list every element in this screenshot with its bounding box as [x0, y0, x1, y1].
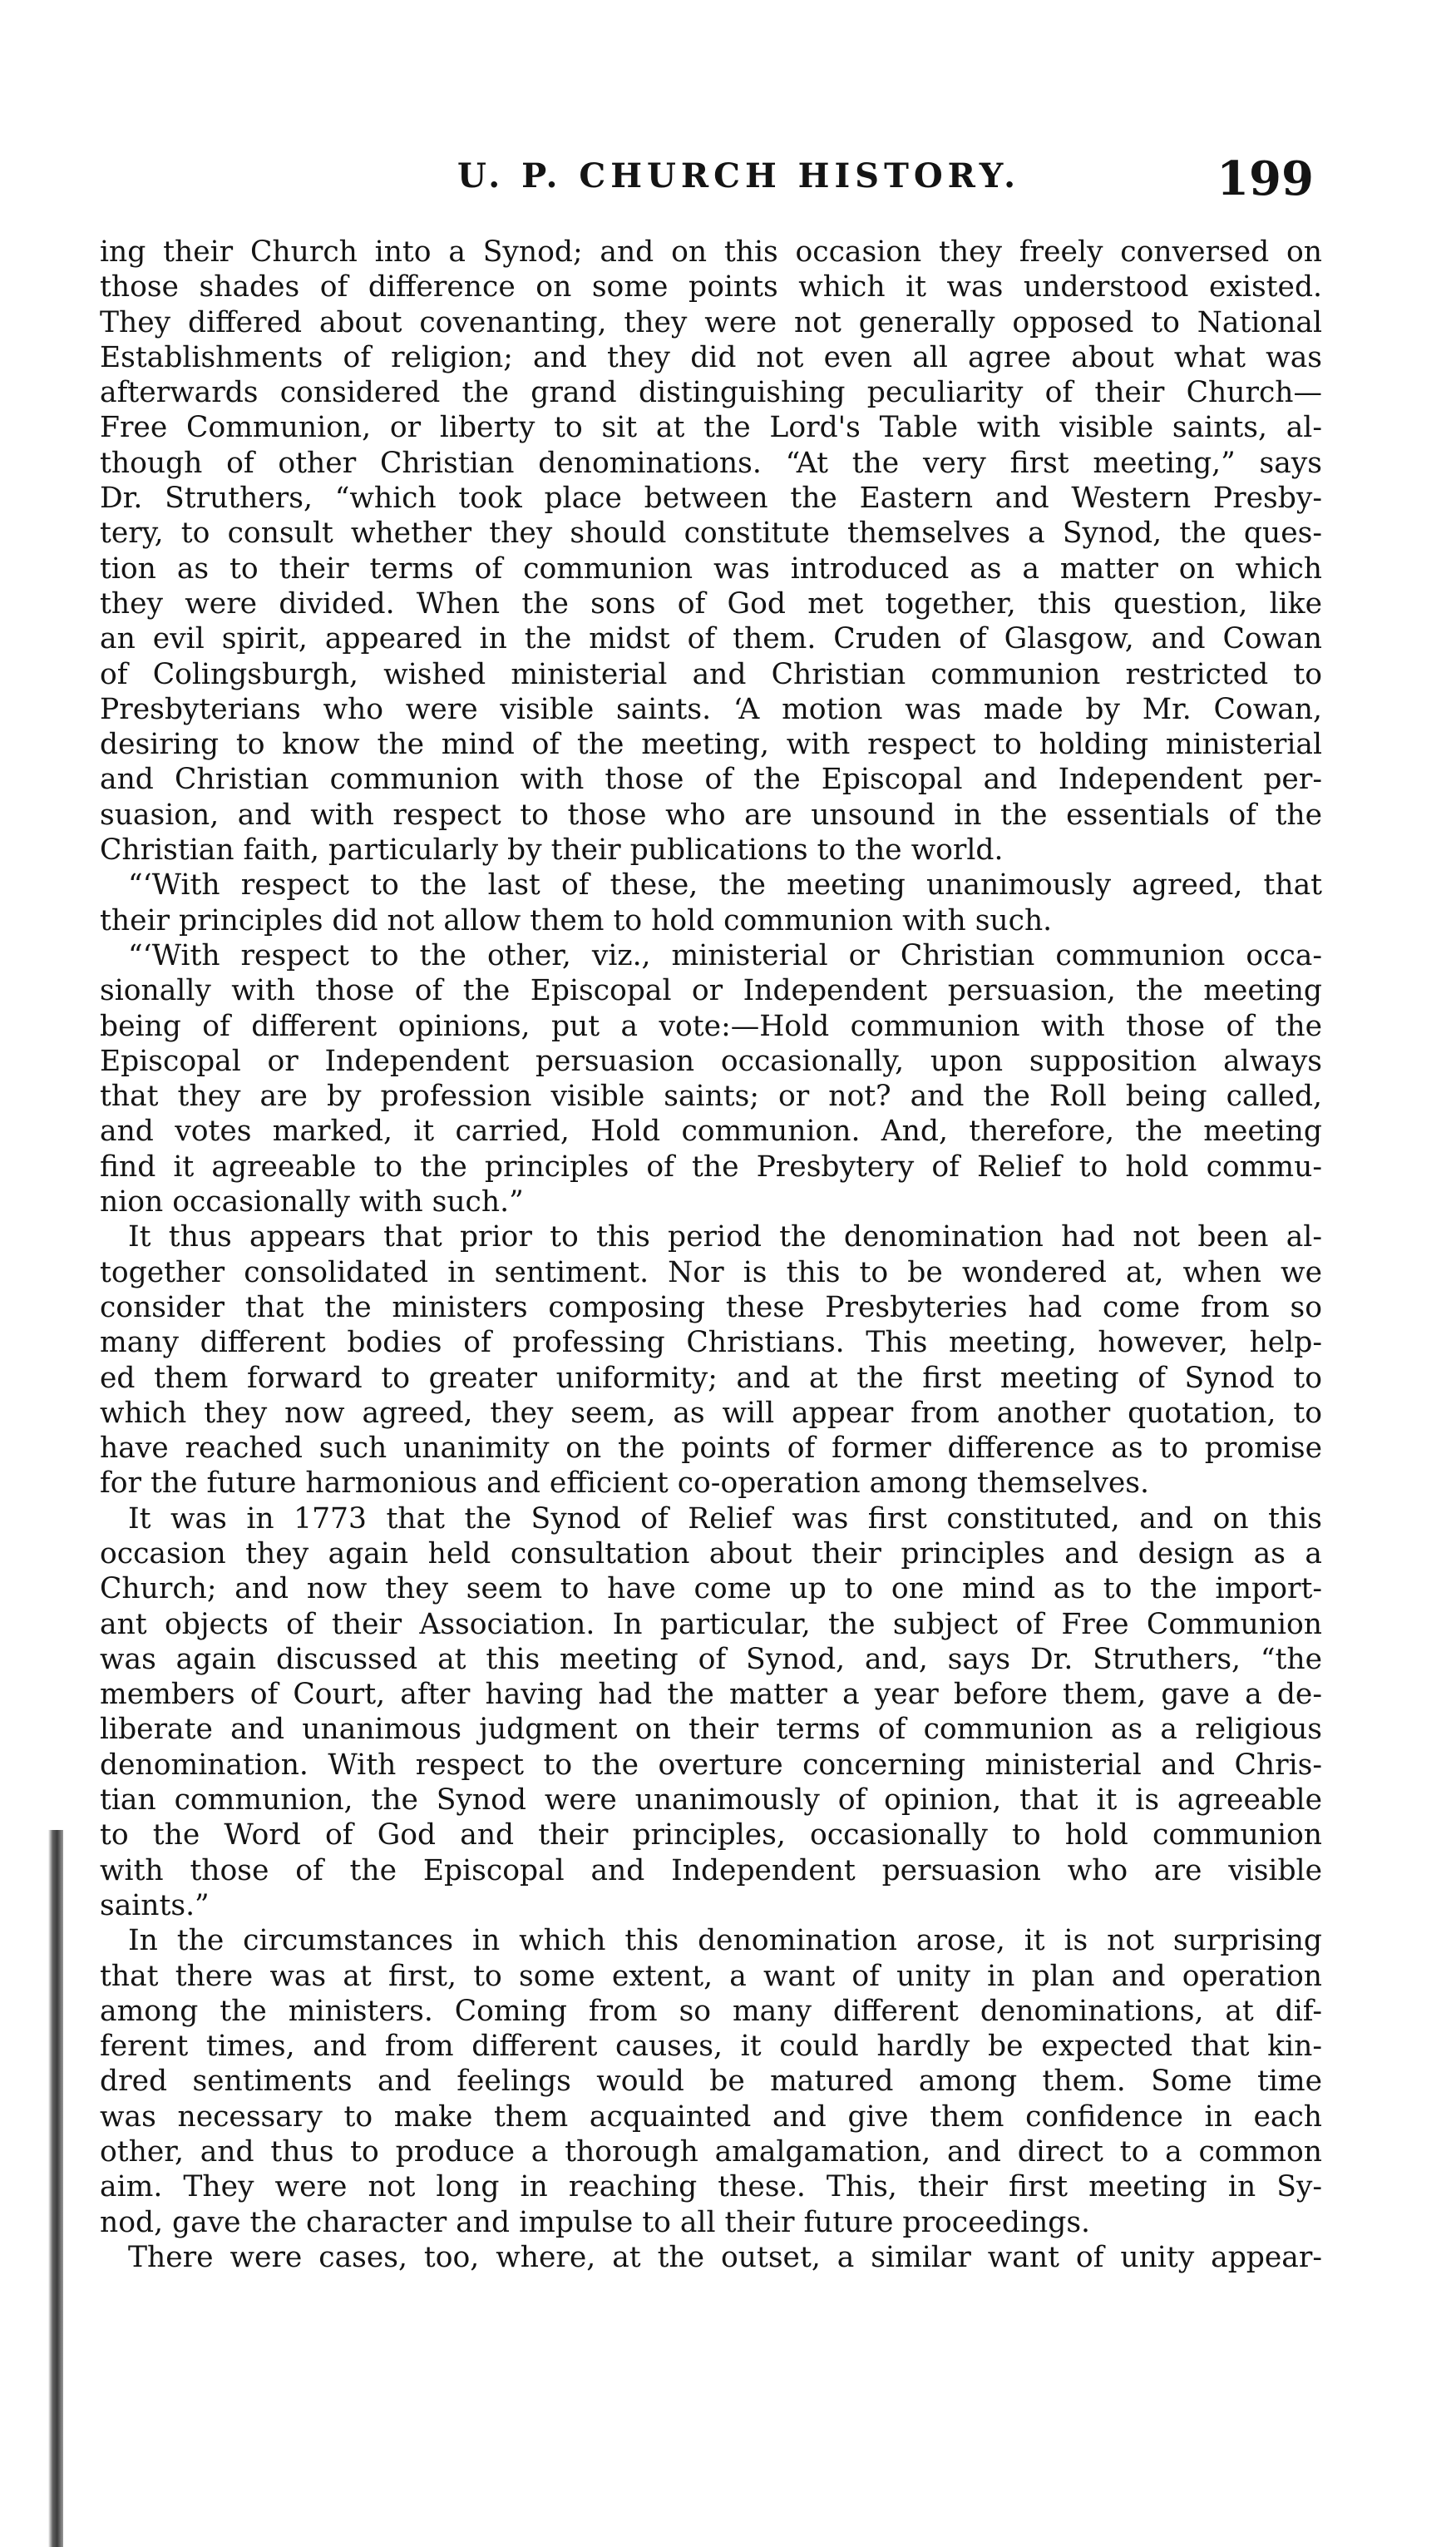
binding-shadow	[48, 1830, 63, 2547]
text-line: occasion they again held consultation about their principles and design as a	[100, 1536, 1322, 1570]
text-line: ing their Church into a Synod; and on this occasion they freely conversed on	[100, 235, 1322, 269]
text-line: Episcopal or Independent persuasion occasionally, upon supposition always	[100, 1044, 1322, 1078]
text-line: tian communion, the Synod were unanimously of opinion, that it is agreeable	[100, 1783, 1322, 1818]
text-line: of Colingsburgh, wished ministerial and Christian communion restricted to	[100, 657, 1322, 691]
text-line: and votes marked, it carried, Hold communion. And, therefore, the meeting	[100, 1115, 1322, 1149]
text-line: among the ministers. Coming from so many different denominations, at dif-	[100, 1994, 1322, 2028]
text-line: It was in 1773 that the Synod of Relief was first constituted, and on this	[128, 1501, 1322, 1536]
text-line: they were divided. When the sons of God met together, this question, like	[100, 586, 1322, 621]
text-line: an evil spirit, appeared in the midst of them. Cruden of Glasgow, and Cowan	[100, 622, 1322, 656]
text-line: “‘With respect to the other, viz., ministerial or Christian communion occa-	[128, 938, 1322, 972]
text-line: which they now agreed, they seem, as will appear from another quotation, to	[100, 1396, 1322, 1430]
text-line: to the Word of God and their principles, occasionally to hold communion	[100, 1818, 1322, 1852]
text-line: that there was at first, to some extent, a want of unity in plan and operation	[100, 1959, 1322, 1993]
text-line: nod, gave the character and impulse to all their future proceedings.	[100, 2205, 1090, 2239]
text-line: Church; and now they seem to have come up to one mind as to the import-	[100, 1572, 1322, 1606]
text-line: together consolidated in sentiment. Nor is this to be wondered at, when we	[100, 1255, 1322, 1289]
text-line: that they are by profession visible saints; or not? and the Roll being called,	[100, 1080, 1322, 1114]
text-line: liberate and unanimous judgment on their terms of communion as a religious	[100, 1713, 1322, 1747]
page-number: 199	[1217, 151, 1314, 206]
text-line: Establishments of religion; and they did not even all agree about what was	[100, 340, 1322, 374]
text-line: those shades of difference on some points which it was understood existed.	[100, 270, 1322, 304]
text-line: for the future harmonious and efficient co-operation among themselves.	[100, 1466, 1149, 1501]
text-line: other, and thus to produce a thorough amalgamation, and direct to a common	[100, 2135, 1322, 2169]
body-text	[100, 235, 1322, 2275]
text-line: tery, to consult whether they should constitute themselves a Synod, the ques-	[100, 517, 1322, 551]
text-line: ferent times, and from different causes, it could hardly be expected that kin-	[100, 2030, 1322, 2064]
text-line: sionally with those of the Episcopal or Independent persuasion, the meeting	[100, 974, 1322, 1008]
text-line: aim. They were not long in reaching these. This, their first meeting in Sy-	[100, 2170, 1322, 2204]
text-line: ed them forward to greater uniformity; and at the first meeting of Synod to	[100, 1361, 1322, 1395]
text-line: Christian faith, particularly by their publications to the world.	[100, 833, 1004, 868]
text-line: Dr. Struthers, “which took place between the Eastern and Western Presby-	[100, 482, 1322, 516]
text-line: afterwards considered the grand distinguishing peculiarity of their Church—	[100, 376, 1322, 410]
text-line: It thus appears that prior to this period the denomination had not been al-	[128, 1220, 1322, 1254]
text-line: their principles did not allow them to hold communion with such.	[100, 903, 1053, 937]
text-line: denomination. With respect to the overture concerning ministerial and Chris-	[100, 1748, 1322, 1782]
text-line: “‘With respect to the last of these, the meeting unanimously agreed, that	[128, 868, 1322, 903]
text-line: There were cases, too, where, at the outset, a similar want of unity appear-	[128, 2240, 1322, 2274]
text-line: members of Court, after having had the matter a year before them, gave a de-	[100, 1678, 1322, 1712]
text-line: many different bodies of professing Christians. This meeting, however, help-	[100, 1326, 1322, 1360]
text-line: They differed about covenanting, they were not generally opposed to National	[100, 305, 1322, 339]
text-line: suasion, and with respect to those who are unsound in the essentials of the	[100, 798, 1322, 832]
running-head: U. P. CHURCH HISTORY.	[457, 156, 1021, 195]
text-line: being of different opinions, put a vote:—Hold communion with those of the	[100, 1009, 1322, 1043]
text-line: ant objects of their Association. In particular, the subject of Free Communion	[100, 1607, 1322, 1641]
text-line: was again discussed at this meeting of Synod, and, says Dr. Struthers, “the	[100, 1642, 1322, 1676]
text-line: though of other Christian denominations. “At the very first meeting,” says	[100, 446, 1322, 480]
text-line: In the circumstances in which this denomination arose, it is not surprising	[128, 1924, 1322, 1958]
text-line: dred sentiments and feelings would be matured among them. Some time	[100, 2065, 1322, 2099]
text-line: desiring to know the mind of the meeting, with respect to holding ministerial	[100, 728, 1322, 762]
text-line: and Christian communion with those of the Episcopal and Independent per-	[100, 763, 1322, 797]
text-line: find it agreeable to the principles of the Presbytery of Relief to hold commu-	[100, 1150, 1322, 1184]
text-line: nion occasionally with such.”	[100, 1185, 524, 1219]
page-header	[83, 151, 1314, 210]
text-line: Free Communion, or liberty to sit at the Lord's Table with visible saints, al-	[100, 411, 1322, 445]
text-line: was necessary to make them acquainted and give them confidence in each	[100, 2099, 1322, 2134]
text-line: Presbyterians who were visible saints. ‘A motion was made by Mr. Cowan,	[100, 692, 1322, 726]
text-line: have reached such unanimity on the points of former difference as to promise	[100, 1432, 1322, 1466]
text-line: consider that the ministers composing these Presbyteries had come from so	[100, 1290, 1322, 1324]
text-line: saints.”	[100, 1888, 210, 1922]
text-line: with those of the Episcopal and Independent persuasion who are visible	[100, 1853, 1322, 1887]
text-line: tion as to their terms of communion was introduced as a matter on which	[100, 551, 1322, 586]
